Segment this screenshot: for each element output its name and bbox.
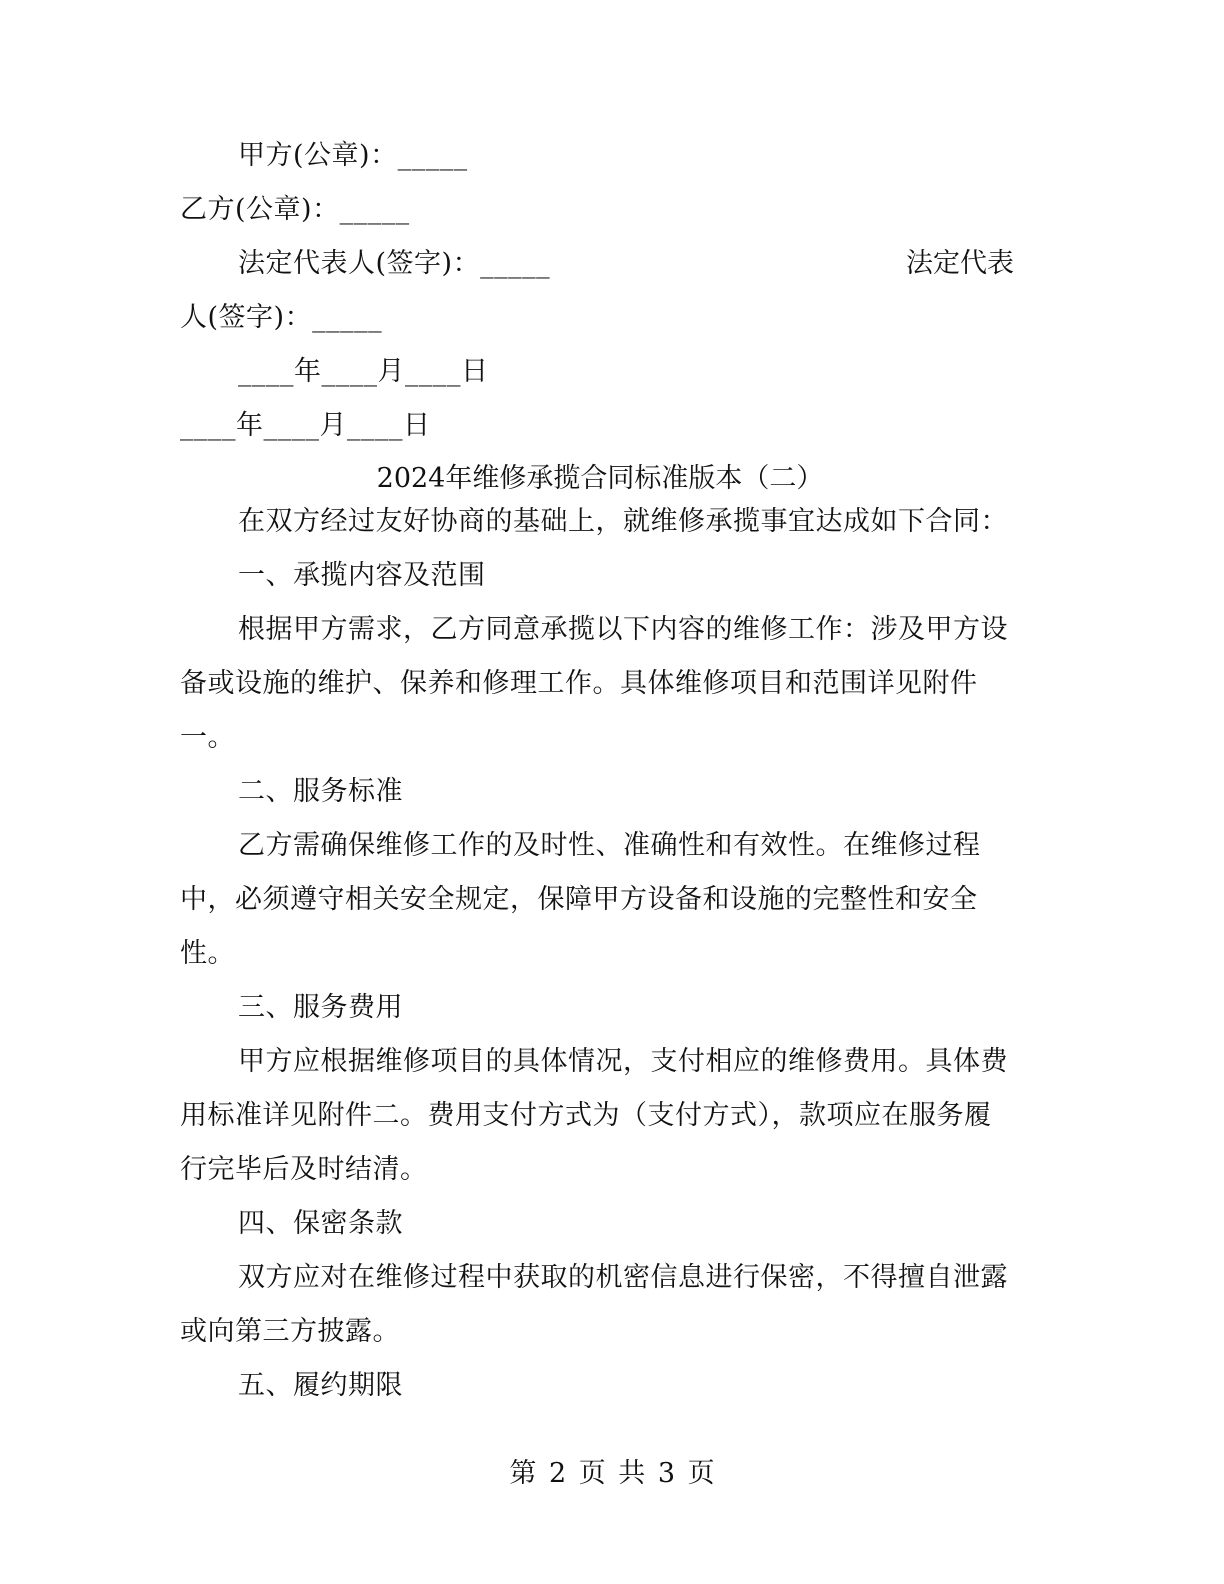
paragraph-line: 用标准详见附件二。费用支付方式为（支付方式），款项应在服务履 [180, 1100, 992, 1131]
party-a-seal-line: 甲方(公章)：_____ [238, 140, 468, 171]
section-heading-5: 五、履约期限 [238, 1370, 403, 1401]
section-heading-4: 四、保密条款 [238, 1208, 403, 1239]
paragraph-line: 双方应对在维修过程中获取的机密信息进行保密，不得擅自泄露 [238, 1262, 1008, 1293]
date-a-line: ____年____月____日 [238, 356, 489, 387]
paragraph-line: 行完毕后及时结清。 [180, 1154, 428, 1185]
paragraph-line: 根据甲方需求，乙方同意承揽以下内容的维修工作：涉及甲方设 [238, 614, 1008, 645]
paragraph-line: 甲方应根据维修项目的具体情况，支付相应的维修费用。具体费 [238, 1046, 1008, 1077]
paragraph-line: 乙方需确保维修工作的及时性、准确性和有效性。在维修过程 [238, 830, 981, 861]
intro-paragraph: 在双方经过友好协商的基础上，就维修承揽事宜达成如下合同： [238, 506, 1008, 537]
party-b-seal-line: 乙方(公章)：_____ [180, 194, 410, 225]
rep-a-sign-line: 法定代表人(签字)：_____ [238, 248, 551, 279]
date-b-line: ____年____月____日 [180, 410, 431, 441]
paragraph-line: 或向第三方披露。 [180, 1316, 400, 1347]
document-title: 2024年维修承揽合同标准版本（二） [376, 463, 824, 494]
section-heading-2: 二、服务标准 [238, 776, 403, 807]
section-heading-1: 一、承揽内容及范围 [238, 560, 486, 591]
paragraph-line: 一。 [180, 722, 235, 753]
page-number-footer: 第 2 页 共 3 页 [509, 1458, 715, 1489]
paragraph-line: 备或设施的维护、保养和修理工作。具体维修项目和范围详见附件 [180, 668, 978, 699]
rep-b-sign-line-end: 人(签字)：_____ [180, 302, 383, 333]
rep-b-sign-line-start: 法定代表 [906, 248, 1014, 279]
paragraph-line: 中，必须遵守相关安全规定，保障甲方设备和设施的完整性和安全 [180, 884, 978, 915]
section-heading-3: 三、服务费用 [238, 992, 403, 1023]
paragraph-line: 性。 [180, 938, 235, 969]
